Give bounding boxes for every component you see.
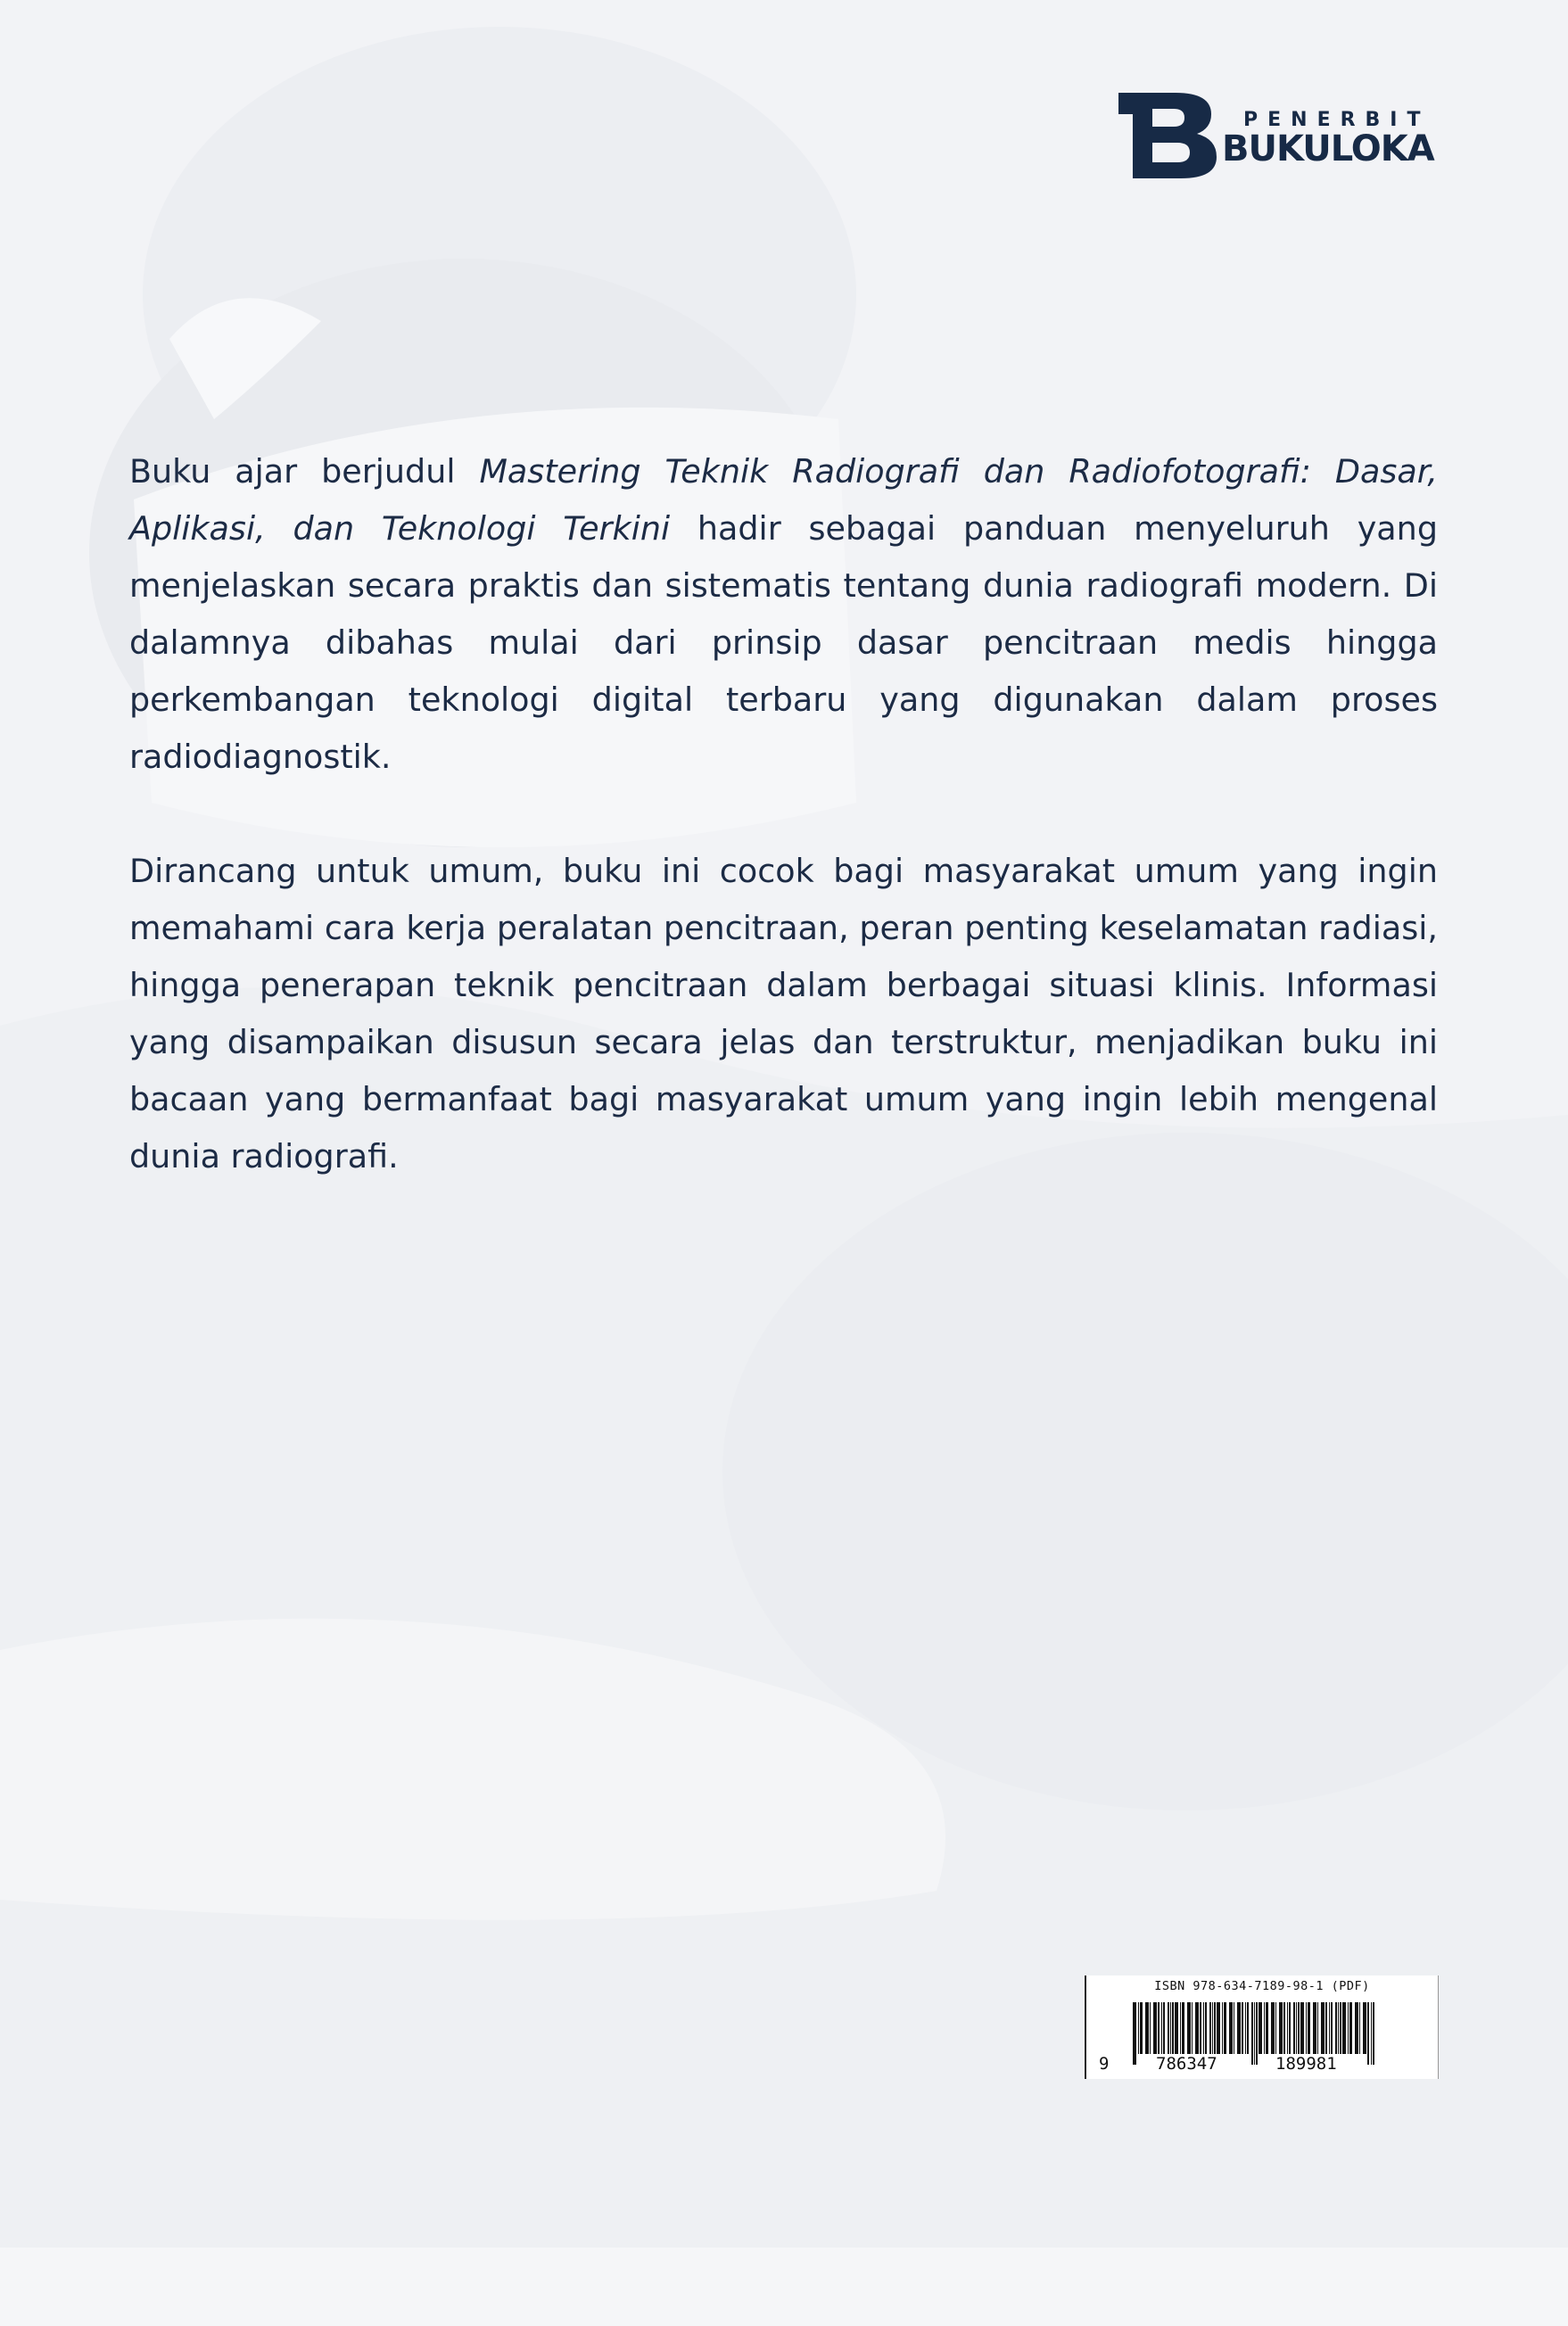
- barcode-bar: [1209, 2002, 1211, 2054]
- barcode-bar: [1245, 2002, 1246, 2054]
- barcode-bar: [1133, 2002, 1136, 2065]
- barcode-bar: [1140, 2002, 1143, 2054]
- barcode-bar: [1200, 2002, 1201, 2054]
- blurb-p1-lead: Buku ajar berjudul: [129, 452, 480, 491]
- barcode-bar: [1163, 2002, 1165, 2054]
- barcode-bar: [1138, 2002, 1139, 2054]
- barcode-bar: [1242, 2002, 1243, 2054]
- barcode-bar: [1214, 2002, 1216, 2054]
- barcode-bar: [1313, 2002, 1316, 2054]
- barcode-bar: [1222, 2002, 1223, 2054]
- publisher-logo: [1118, 93, 1440, 178]
- barcode-bar: [1259, 2002, 1262, 2054]
- barcode-bar: [1296, 2002, 1297, 2054]
- barcode-bar: [1170, 2002, 1171, 2054]
- barcode-digits-right: 189981: [1275, 2054, 1337, 2074]
- publisher-b-mark: [1118, 93, 1218, 178]
- barcode-bar: [1331, 2002, 1333, 2054]
- barcode-bar: [1325, 2002, 1327, 2054]
- barcode-bar: [1203, 2002, 1204, 2054]
- barcode-bar: [1289, 2002, 1291, 2054]
- blurb-paragraph-1: [129, 443, 1438, 786]
- barcode-bar: [1275, 2002, 1276, 2054]
- barcode-bar: [1161, 2002, 1162, 2054]
- barcode-bar: [1317, 2002, 1318, 2054]
- barcode-bar: [1329, 2002, 1330, 2054]
- barcode-bar: [1293, 2002, 1295, 2054]
- barcode-bar: [1145, 2002, 1149, 2054]
- barcode-bar: [1195, 2002, 1199, 2054]
- barcode-bar: [1300, 2002, 1304, 2054]
- barcode-bar: [1287, 2002, 1288, 2054]
- barcode-bar: [1192, 2002, 1193, 2054]
- barcode-bar: [1264, 2002, 1265, 2054]
- barcode-bar: [1373, 2002, 1374, 2065]
- barcode-bar: [1187, 2002, 1191, 2054]
- barcode-bar: [1308, 2002, 1310, 2054]
- blurb-p1-rest: hadir sebagai panduan menyeluruh yang menjelaskan secara praktis dan sistematis tentang dunia radiografi modern. Di dalamnya dibahas mulai dari prinsip dasar pencitraan medis hingga perkembangan teknologi digital terbaru yang digunakan dalam proses radiodiagnostik.: [129, 509, 1438, 776]
- barcode-bar: [1168, 2002, 1169, 2054]
- barcode-bar: [1321, 2002, 1325, 2054]
- barcode-bar: [1367, 2002, 1369, 2065]
- barcode-bar: [1175, 2002, 1178, 2054]
- barcode-bar: [1342, 2002, 1346, 2054]
- barcode-bar: [1247, 2002, 1249, 2054]
- barcode-bar: [1340, 2002, 1341, 2054]
- barcode-bar: [1271, 2002, 1275, 2054]
- back-cover-blurb: [129, 443, 1438, 1242]
- barcode-bar: [1371, 2002, 1372, 2065]
- barcode-bar: [1182, 2002, 1184, 2054]
- barcode-bar: [1256, 2002, 1258, 2065]
- barcode-bar: [1254, 2002, 1255, 2065]
- barcode-bar: [1283, 2002, 1285, 2054]
- book-title: Mastering Teknik Radiografi dan Radiofotografi: Dasar, Aplikasi, dan Teknologi Terkini: [129, 452, 1439, 548]
- barcode-bar: [1355, 2002, 1358, 2054]
- barcode-bar: [1224, 2002, 1226, 2054]
- barcode-digit-lead: 9: [1099, 2054, 1110, 2074]
- barcode-bar: [1338, 2002, 1339, 2054]
- barcode-bar: [1348, 2002, 1349, 2054]
- barcode-bar: [1212, 2002, 1213, 2054]
- barcode-bar: [1153, 2002, 1157, 2054]
- barcode-bar: [1279, 2002, 1283, 2054]
- publisher-label-small: PENERBIT: [1243, 109, 1431, 131]
- barcode-bar: [1158, 2002, 1159, 2054]
- barcode-digits-left: 786347: [1156, 2054, 1217, 2074]
- barcode-bar: [1205, 2002, 1207, 2054]
- barcode-bar: [1359, 2002, 1360, 2054]
- barcode-bar: [1266, 2002, 1268, 2054]
- barcode-bar: [1172, 2002, 1174, 2054]
- barcode-bar: [1298, 2002, 1300, 2054]
- publisher-label-big: BUKULOKA: [1222, 128, 1434, 169]
- blurb-paragraph-2: Dirancang untuk umum, buku ini cocok bagi masyarakat umum yang ingin memahami cara kerja peralatan pencitraan, peran penting keselamatan radiasi, hingga penerapan teknik pencitraan dalam berbagai situasi klinis. Informasi yang disampaikan disusun secara jelas dan terstruktur, menjadikan buku ini bacaan yang bermanfaat bagi masyarakat umum yang ingin lebih mengenal dunia radiografi.: [129, 852, 1438, 1175]
- barcode-bar: [1237, 2002, 1241, 2054]
- barcode-bar: [1349, 2002, 1352, 2054]
- barcode-bar: [1180, 2002, 1181, 2054]
- barcode-bar: [1363, 2002, 1366, 2054]
- barcode-bar: [1251, 2002, 1253, 2065]
- barcode-bar: [1335, 2002, 1337, 2054]
- barcode-bar: [1229, 2002, 1233, 2054]
- barcode-bar: [1150, 2002, 1151, 2054]
- barcode-bar: [1217, 2002, 1220, 2054]
- barcode-bar: [1306, 2002, 1307, 2054]
- isbn-barcode: [1085, 1975, 1439, 2079]
- isbn-label: ISBN 978-634-7189-98-1 (PDF): [1154, 1979, 1370, 1993]
